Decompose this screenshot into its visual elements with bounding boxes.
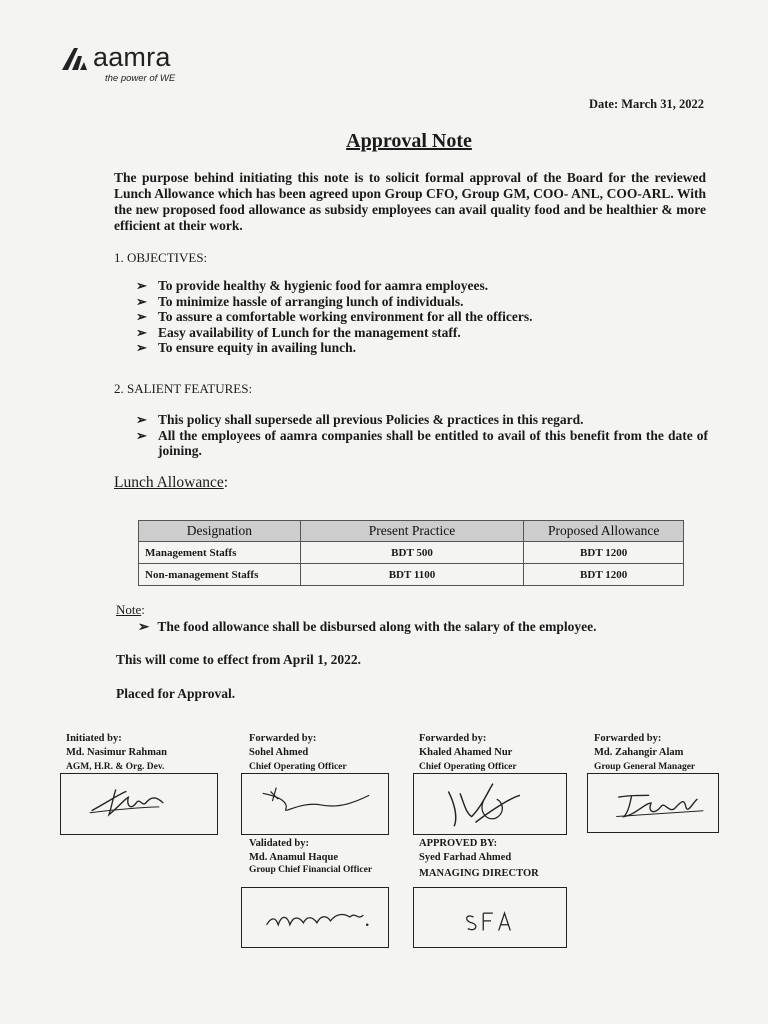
arrow-bullet-icon: ➢: [136, 324, 147, 340]
logo-brand: aamra: [93, 42, 171, 72]
logo-tagline: the power of WE: [105, 73, 176, 84]
table-cell: BDT 1100: [300, 564, 524, 586]
signature-icon: [414, 774, 566, 834]
signature-icon: [242, 774, 388, 834]
list-item: ➢ Easy availability of Lunch for the management staff.: [136, 324, 461, 340]
list-item: ➢ To provide healthy & hygienic food for aamra employees.: [136, 278, 489, 293]
arrow-bullet-icon: ➢: [136, 293, 147, 309]
signature-box: [241, 887, 389, 948]
signatory-forwarded-3: Forwarded by: Md. Zahangir Alam Group General Manager: [594, 733, 696, 772]
signature-icon: [414, 888, 566, 947]
signatory-initiated: Initiated by: Md. Nasimur Rahman AGM, H.R. & Org. Dev.: [66, 733, 168, 772]
objectives-list: [136, 278, 696, 356]
list-item: ➢ To minimize hassle of arranging lunch of individuals.: [136, 293, 464, 309]
note-heading: Note:: [116, 602, 145, 617]
signatory-forwarded-1: Forwarded by: Sohel Ahmed Chief Operating Officer: [249, 733, 347, 772]
company-logo: [60, 42, 200, 88]
effective-date-text: This will come to effect from April 1, 2022.: [116, 652, 361, 667]
document-date: Date: March 31, 2022: [588, 97, 704, 111]
table-cell: BDT 500: [300, 542, 524, 564]
signature-box: [413, 773, 567, 835]
list-item: ➢ To assure a comfortable working environment for all the officers.: [136, 309, 533, 324]
signature-box: [413, 887, 567, 948]
signature-box: [60, 773, 218, 835]
signature-icon: [588, 774, 718, 832]
placed-for-approval-text: Placed for Approval.: [116, 686, 236, 701]
intro-paragraph: The purpose behind initiating this note is to solicit formal approval of the Board for the reviewed Lunch Allowance which has been agreed upon Group CFO, Group GM, COO- ANL, COO-ARL. With the new proposed food allowance as subsidy employees can avail quality food and be healthier & more efficient at their work.: [114, 170, 706, 233]
arrow-bullet-icon: ➢: [136, 412, 147, 427]
signatory-approved: APPROVED BY: Syed Farhad Ahmed MANAGING DIRECTOR: [419, 838, 539, 879]
table-row: [139, 564, 684, 586]
arrow-bullet-icon: ➢: [136, 309, 147, 324]
table-cell: BDT 1200: [524, 564, 684, 586]
table-cell: Non-management Staffs: [139, 564, 301, 586]
signature-icon: [242, 888, 388, 947]
arrow-bullet-icon: ➢: [138, 619, 150, 634]
allowance-table: [138, 520, 684, 586]
list-item: ➢ To ensure equity in availing lunch.: [136, 340, 357, 355]
table-cell: BDT 1200: [524, 542, 684, 564]
col-designation: Designation: [139, 521, 301, 542]
table-cell: Management Staffs: [139, 542, 301, 564]
signature-box: [241, 773, 389, 835]
signature-box: [587, 773, 719, 833]
col-present-practice: Present Practice: [300, 521, 524, 542]
objectives-heading: 1. OBJECTIVES:: [114, 250, 208, 265]
note-item: ➢ The food allowance shall be disbursed along with the salary of the employee.: [138, 619, 597, 634]
table-header-row: [139, 521, 684, 542]
salient-list: [136, 412, 708, 459]
arrow-bullet-icon: ➢: [136, 278, 147, 293]
aamra-logo-icon: [60, 46, 92, 72]
table-row: [139, 542, 684, 564]
list-item: ➢ This policy shall supersede all previous Policies & practices in this regard.: [136, 412, 584, 427]
arrow-bullet-icon: ➢: [136, 427, 147, 443]
page-title: Approval Note: [346, 130, 472, 152]
col-proposed-allowance: Proposed Allowance: [524, 521, 684, 542]
list-item: ➢ All the employees of aamra companies shall be entitled to avail of this benefit from the date of joining.: [136, 427, 708, 458]
signatory-validated: Validated by: Md. Anamul Haque Group Chief Financial Officer: [249, 838, 373, 875]
arrow-bullet-icon: ➢: [136, 340, 147, 355]
signatory-forwarded-2: Forwarded by: Khaled Ahamed Nur Chief Operating Officer: [419, 733, 517, 772]
lunch-allowance-heading: Lunch Allowance:: [114, 474, 229, 491]
salient-heading: 2. SALIENT FEATURES:: [114, 381, 253, 396]
signature-icon: [61, 774, 217, 834]
